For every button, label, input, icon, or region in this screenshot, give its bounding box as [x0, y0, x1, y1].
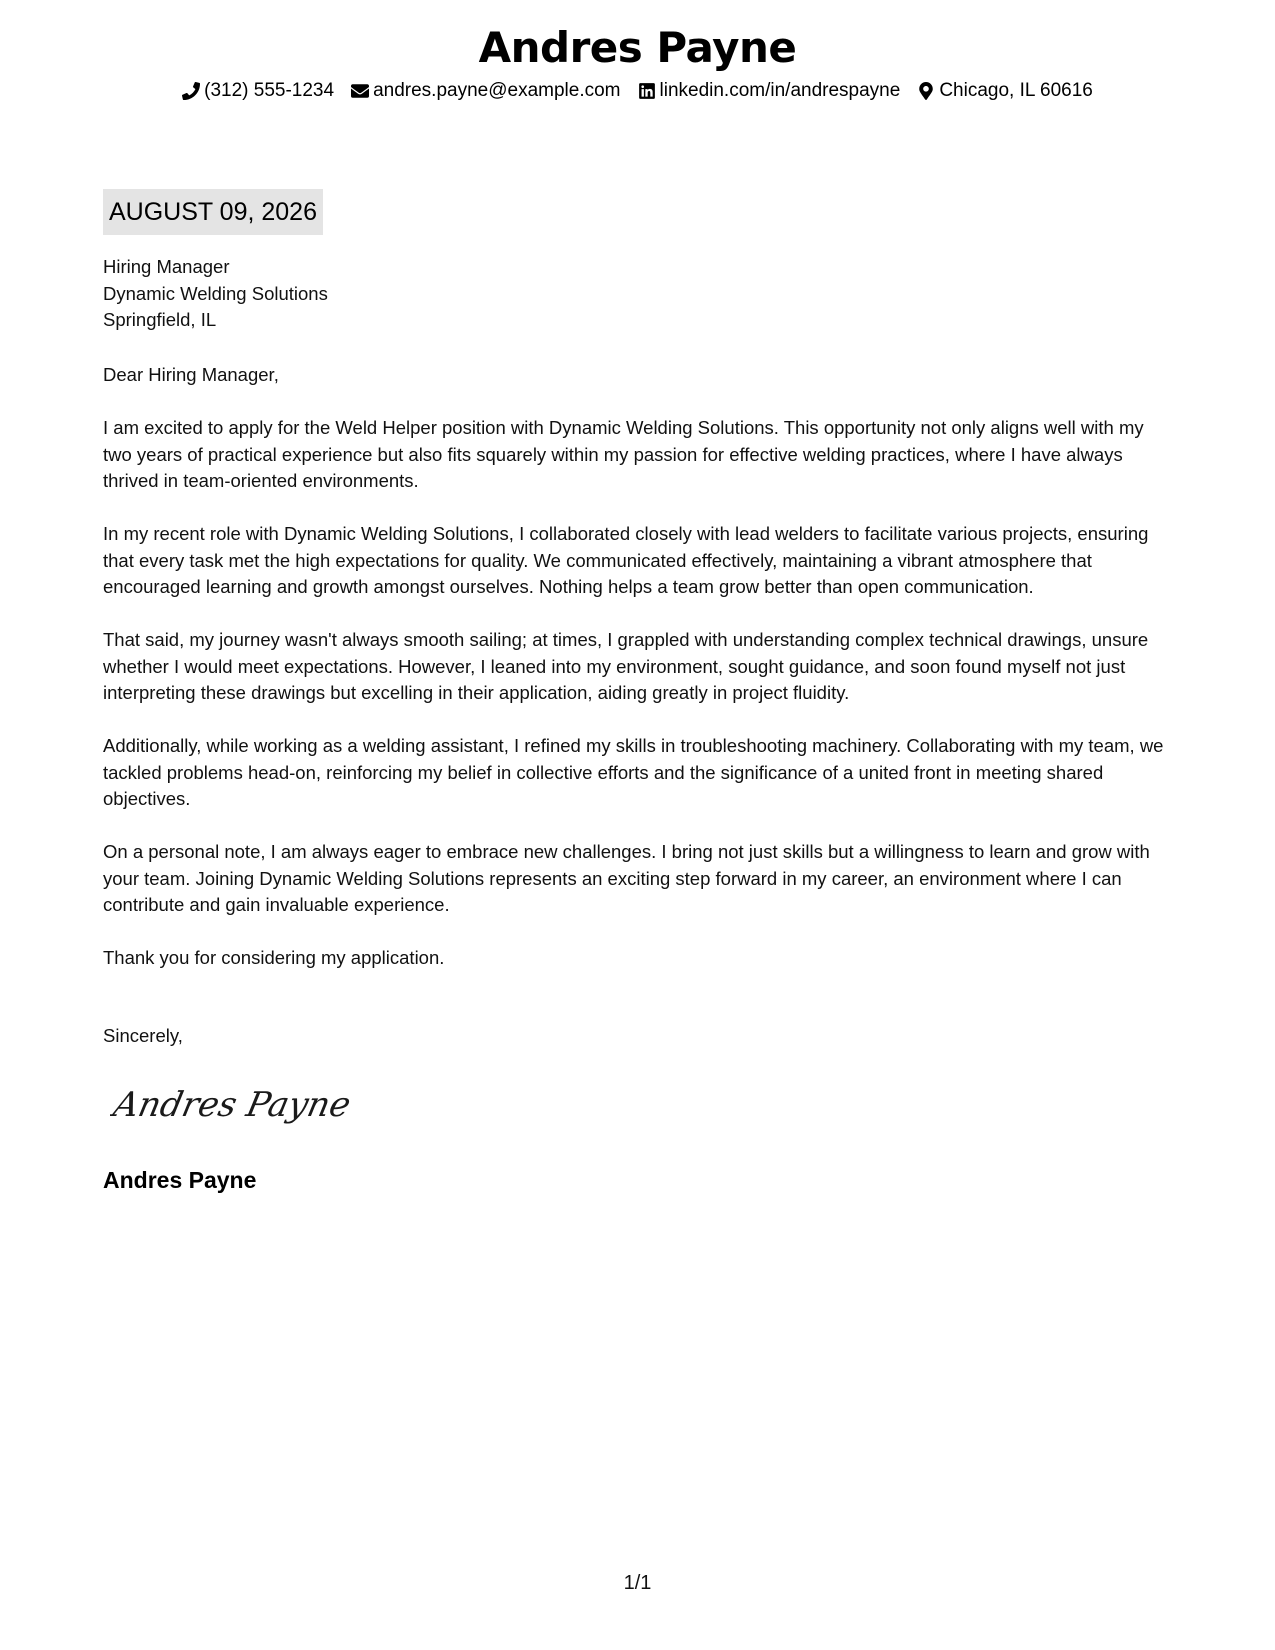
recipient-location: Springfield, IL	[103, 309, 217, 330]
recipient-company: Dynamic Welding Solutions	[103, 282, 328, 304]
contact-phone	[182, 78, 334, 104]
email-text: andres.payne@example.com	[373, 80, 621, 101]
salutation: Dear Hiring Manager,	[103, 364, 279, 385]
recipient-block	[103, 254, 328, 334]
contact-location	[917, 78, 1093, 104]
envelope-icon	[351, 82, 369, 100]
signature-image	[110, 1078, 360, 1130]
recipient-title: Hiring Manager	[103, 256, 230, 277]
body-paragraph: On a personal note, I am always eager to embrace new challenges. I bring not just skills but a willingness to learn and grow with your team. Joining Dynamic Welding Solutions represents an exciting step forward in my career, an environment where I can contribute and gain invaluable experience.	[103, 841, 1150, 915]
signature-text: Andres Payne	[110, 1085, 355, 1125]
letter-date: AUGUST 09, 2026	[103, 189, 323, 235]
map-marker-icon	[917, 82, 935, 100]
linkedin-text: linkedin.com/in/andrespayne	[659, 80, 901, 101]
signer-name: Andres Payne	[103, 1167, 257, 1193]
location-text: Chicago, IL 60616	[939, 80, 1093, 101]
contact-linkedin	[638, 78, 901, 104]
contact-email	[351, 78, 620, 104]
body-paragraph: In my recent role with Dynamic Welding Solutions, I collaborated closely with lead welders to facilitate various projects, ensuring that every task met the high expectations for quality. We communicated effectively, maintaining a vibrant atmosphere that encouraged learning and growth amongst ourselves. Nothing helps a team grow better than open communication.	[103, 523, 1149, 597]
phone-text: (312) 555-1234	[204, 80, 335, 101]
letter-body	[103, 362, 1175, 998]
body-paragraph: Additionally, while working as a welding assistant, I refined my skills in troubleshooting machinery. Collaborating with my team, we tackled problems head-on, reinforcing my belief in collective efforts and the significance of a united front in meeting shared objectives.	[103, 735, 1164, 809]
thank-you-line: Thank you for considering my application.	[103, 947, 445, 968]
body-paragraph: I am excited to apply for the Weld Helper position with Dynamic Welding Solutions. This opportunity not only aligns well with my two years of practical experience but also fits squarely within my passion for effective welding practices, where I have always thrived in team-oriented environments.	[103, 417, 1144, 491]
applicant-name-heading: Andres Payne	[478, 23, 797, 72]
linkedin-icon	[638, 82, 656, 100]
body-paragraph: That said, my journey wasn't always smooth sailing; at times, I grappled with understanding complex technical drawings, unsure whether I would meet expectations. However, I leaned into my environment, sought guidance, and soon found myself not just interpreting these drawings but excelling in their application, aiding greatly in project fluidity.	[103, 629, 1149, 703]
page-number: 1/1	[623, 1572, 652, 1594]
closing: Sincerely,	[103, 1025, 183, 1046]
signature	[110, 1078, 360, 1130]
phone-icon	[182, 82, 200, 100]
contact-bar	[0, 78, 1275, 104]
